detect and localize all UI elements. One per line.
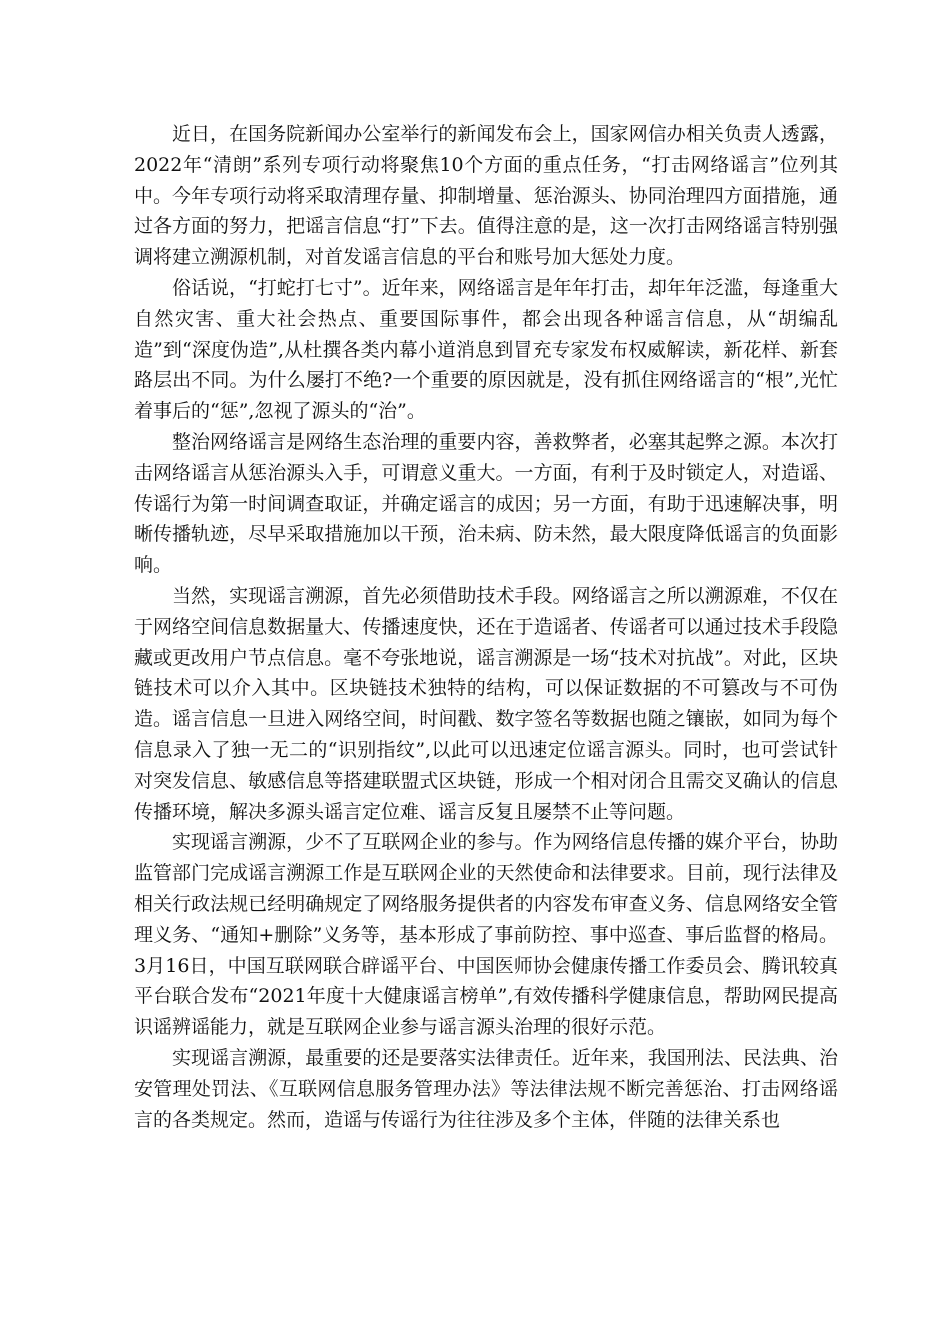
paragraph-4: 当然，实现谣言溯源，首先必须借助技术手段。网络谣言之所以溯源难，不仅在于网络空间信息数据量大、传播速度快，还在于造谣者、传谣者可以通过技术手段隐藏或更改用户节点信息。毫不夸张地说，谣言溯源是一场“技术对抗战”。对此，区块链技术可以介入其中。区块链技术独特的结构，可以保证数据的不可篡改与不可伪造。谣言信息一旦进入网络空间，时间戳、数字签名等数据也随之镶嵌，如同为每个信息录入了独一无二的“识别指纹”,以此可以迅速定位谣言源头。同时，也可尝试针对突发信息、敏感信息等搭建联盟式区块链，形成一个相对闭合且需交叉确认的信息传播环境，解决多源头谣言定位难、谣言反复且屡禁不止等问题。	[134, 584, 838, 823]
article-body	[134, 119, 838, 1135]
paragraph-3: 整治网络谣言是网络生态治理的重要内容，善救弊者，必塞其起弊之源。本次打击网络谣言从惩治源头入手，可谓意义重大。一方面，有利于及时锁定人，对造谣、传谣行为第一时间调查取证，并确定谣言的成因；另一方面，有助于迅速解决事，明晰传播轨迹，尽早采取措施加以干预，治未病、防未然，最大限度降低谣言的负面影响。	[134, 430, 838, 577]
paragraph-2: 俗话说，“打蛇打七寸”。近年来，网络谣言是年年打击，却年年泛滥，每逢重大自然灾害、重大社会热点、重要国际事件，都会出现各种谣言信息，从“胡编乱造”到“深度伪造”,从杜撰各类内幕小道消息到冒充专家发布权威解读，新花样、新套路层出不同。为什么屡打不绝?一个重要的原因就是，没有抓住网络谣言的“根”,光忙着事后的“惩”,忽视了源头的“治”。	[134, 276, 838, 423]
paragraph-1: 近日，在国务院新闻办公室举行的新闻发布会上，国家网信办相关负责人透露，2022年“清朗”系列专项行动将聚焦10个方面的重点任务，“打击网络谣言”位列其中。今年专项行动将采取清理存量、抑制增量、惩治源头、协同治理四方面措施，通过各方面的努力，把谣言信息“打”下去。值得注意的是，这一次打击网络谣言特别强调将建立溯源机制，对首发谣言信息的平台和账号加大惩处力度。	[134, 123, 838, 269]
paragraph-6: 实现谣言溯源，最重要的还是要落实法律责任。近年来，我国刑法、民法典、治安管理处罚法、《互联网信息服务管理办法》等法律法规不断完善惩治、打击网络谣言的各类规定。然而，造谣与传谣行为往往涉及多个主体，伴随的法律关系也	[134, 1046, 838, 1131]
paragraph-5: 实现谣言溯源，少不了互联网企业的参与。作为网络信息传播的媒介平台，协助监管部门完成谣言溯源工作是互联网企业的天然使命和法律要求。目前，现行法律及相关行政法规已经明确规定了网络服务提供者的内容发布审查义务、信息网络安全管理义务、“通知+删除”义务等，基本形成了事前防控、事中巡查、事后监督的格局。3月16日，中国互联网联合辟谣平台、中国医师协会健康传播工作委员会、腾讯较真平台联合发布“2021年度十大健康谣言榜单”,有效传播科学健康信息，帮助网民提高识谣辨谣能力，就是互联网企业参与谣言源头治理的很好示范。	[134, 831, 838, 1039]
